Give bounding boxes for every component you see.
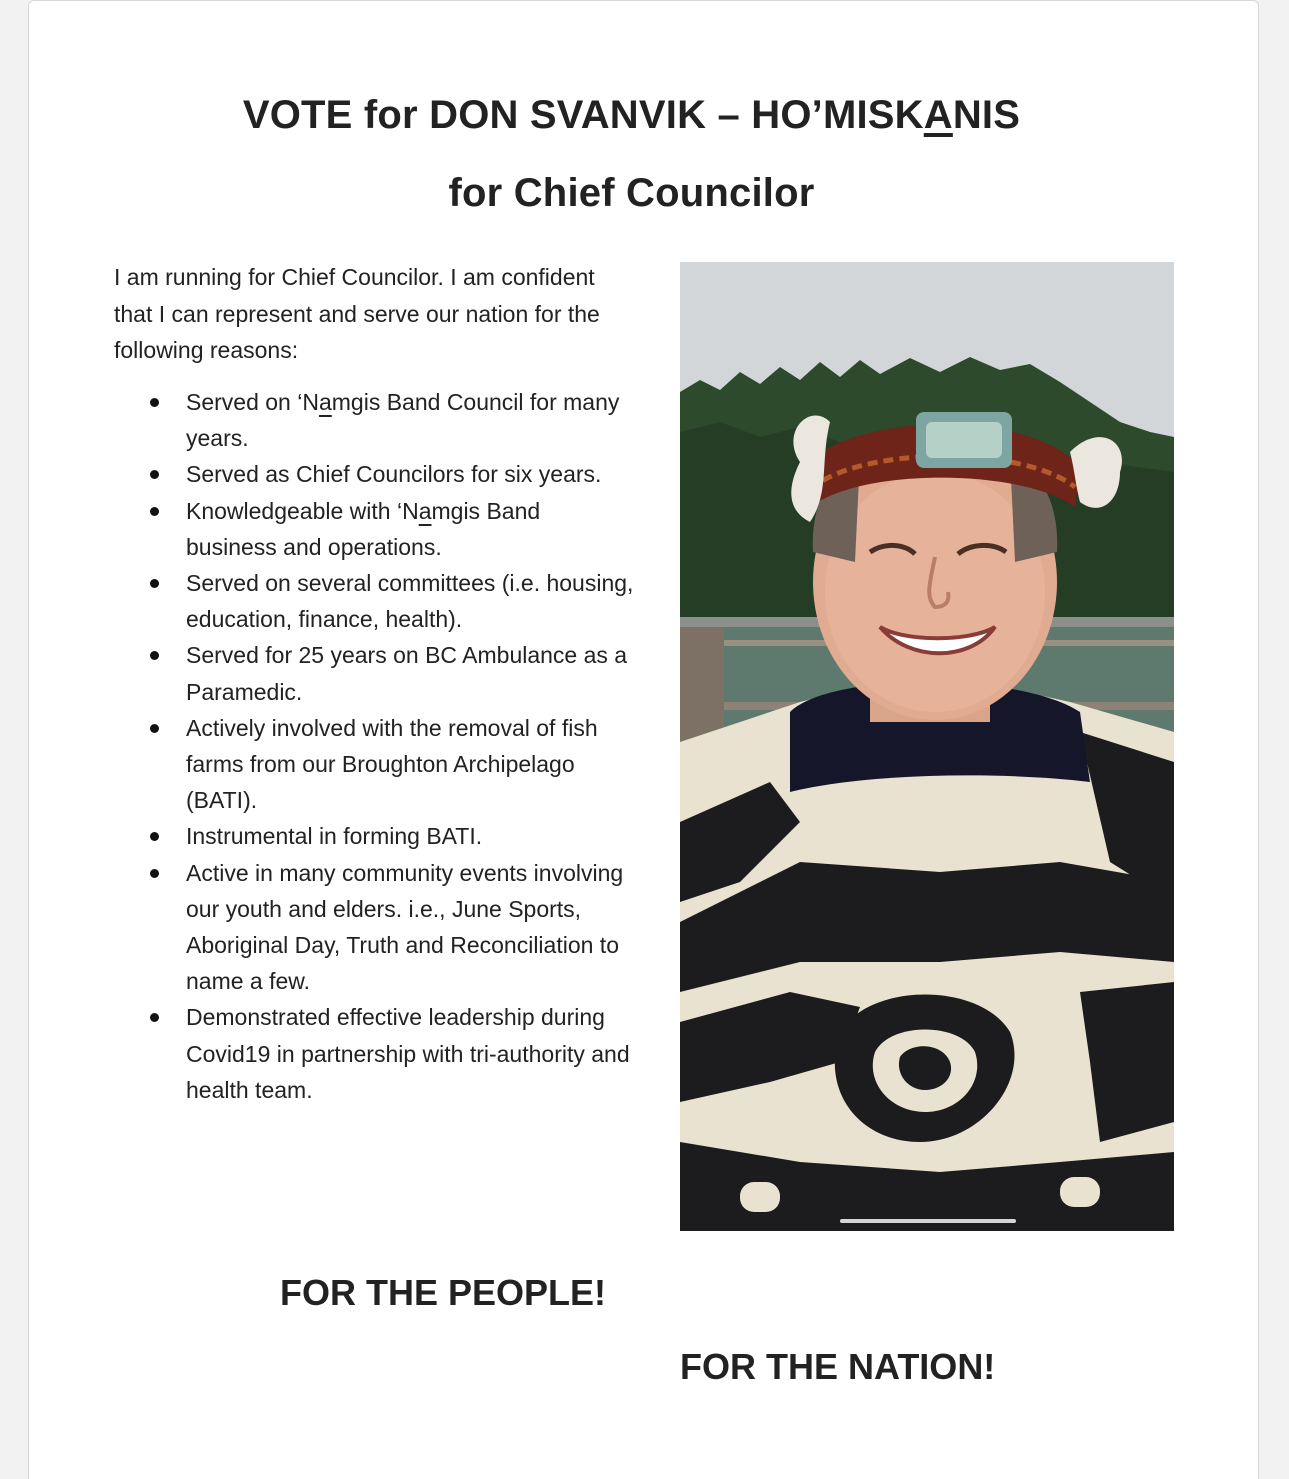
slogan-nation: FOR THE NATION! [680, 1346, 996, 1387]
bullet-icon [150, 507, 159, 516]
list-item [114, 710, 634, 819]
list-item-text: Served as Chief Councilors for six years. [186, 461, 602, 488]
list-item [114, 456, 634, 492]
list-item [114, 565, 634, 637]
list-item [114, 637, 634, 709]
list-item-text: Active in many community events involving our youth and elders. i.e., June Sports, Aboriginal Day, Truth and Reconciliation to name a few. [186, 859, 624, 995]
reasons-list [114, 384, 634, 1108]
candidate-portrait-illustration [680, 262, 1174, 1231]
bullet-icon [150, 869, 159, 878]
underlined-letter: a [318, 389, 332, 415]
title-text-end: NIS [952, 93, 1021, 137]
bullet-icon [150, 579, 159, 588]
page-subtitle: for Chief Councilor [448, 171, 815, 215]
list-item-text: Instrumental in forming BATI. [186, 823, 483, 850]
flyer-page [28, 0, 1259, 1479]
list-item [114, 999, 634, 1108]
bullet-icon [150, 724, 159, 733]
title-text-part: VOTE for DON SVANVIK – HO’MISK [242, 93, 924, 137]
list-item-text: mgis Band Council for many years. [186, 389, 620, 452]
list-item [114, 493, 634, 565]
intro-paragraph: I am running for Chief Councilor. I am confident that I can represent and serve our nation for the following reasons: [114, 264, 600, 363]
list-item [114, 384, 634, 456]
bullet-icon [150, 832, 159, 841]
list-item-text: Served on ‘N [186, 389, 319, 415]
title-underlined-letter: A [923, 93, 953, 137]
list-item-text: Demonstrated effective leadership during Covid19 in partnership with tri-authority and health team. [186, 1004, 630, 1103]
bullet-icon [150, 470, 159, 479]
underlined-letter: a [418, 497, 432, 524]
bullet-icon [150, 398, 159, 407]
page-title [16, 93, 1247, 138]
list-item-text: Knowledgeable with ‘N [186, 497, 419, 524]
list-item-text: Served on several committees (i.e. housing, education, finance, health). [186, 570, 634, 633]
slogan-people: FOR THE PEOPLE! [280, 1272, 607, 1313]
list-item-text: Served for 25 years on BC Ambulance as a Paramedic. [186, 642, 628, 705]
list-item-text: Actively involved with the removal of fish farms from our Broughton Archipelago (BATI). [186, 714, 598, 814]
list-item [114, 818, 634, 854]
candidate-photo [680, 262, 1174, 1231]
list-item [114, 855, 634, 1000]
bullet-icon [150, 651, 159, 660]
list-item-text: mgis Band business and operations. [186, 497, 541, 560]
bullet-icon [150, 1013, 159, 1022]
